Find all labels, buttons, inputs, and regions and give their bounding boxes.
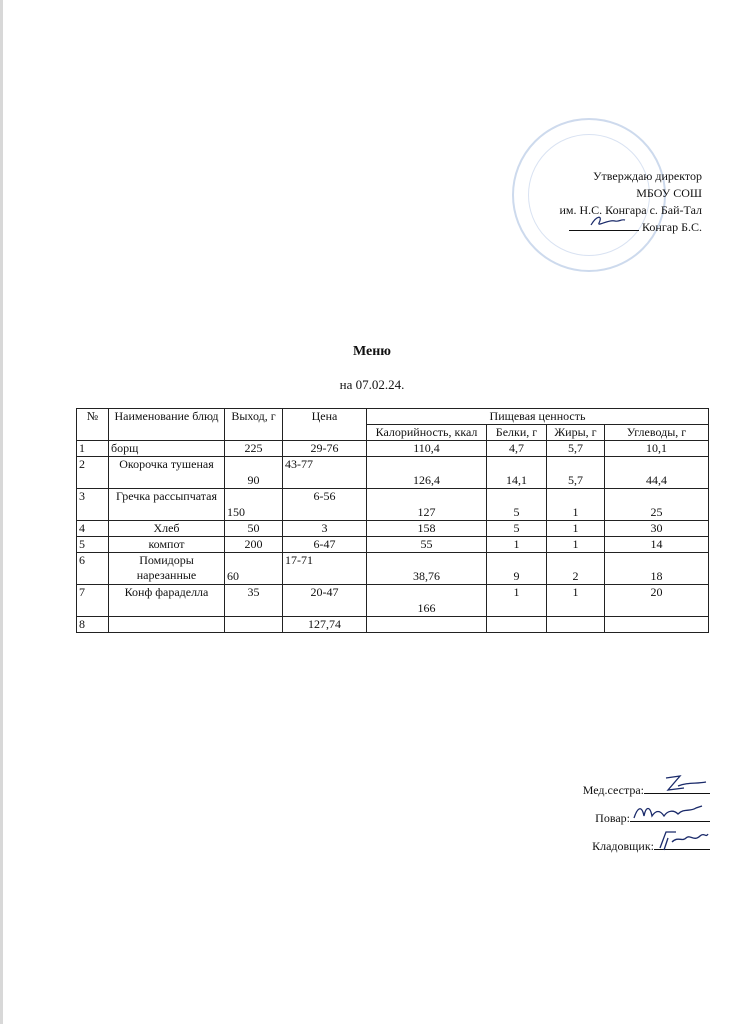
cell-calories: 110,4 [367, 441, 487, 457]
cell-price: 20-47 [283, 585, 367, 617]
cell-num: 1 [77, 441, 109, 457]
cell-protein: 4,7 [487, 441, 547, 457]
cell-name: Помидоры нарезанные [109, 553, 225, 585]
header-protein: Белки, г [487, 425, 547, 441]
approval-line-2: МБОУ СОШ [636, 186, 702, 200]
cell-num: 8 [77, 617, 109, 633]
cell-price: 17-71 [283, 553, 367, 585]
header-name: Наименование блюд [109, 409, 225, 441]
cell-yield: 200 [225, 537, 283, 553]
cell-price: 6-56 [283, 489, 367, 521]
cook-signature [630, 810, 710, 822]
menu-table [76, 408, 709, 633]
table-row [77, 585, 709, 617]
storekeeper-label: Кладовщик: [592, 839, 654, 853]
header-num: № [77, 409, 109, 441]
cell-protein: 14,1 [487, 457, 547, 489]
cell-fat: 5,7 [547, 457, 605, 489]
nurse-signature-line [540, 782, 710, 800]
approval-line-4 [470, 219, 702, 236]
cell-num: 7 [77, 585, 109, 617]
cell-fat: 1 [547, 521, 605, 537]
cell-name: Гречка рассыпчатая [109, 489, 225, 521]
header-price: Цена [283, 409, 367, 441]
cell-name: борщ [109, 441, 225, 457]
cell-price: 6-47 [283, 537, 367, 553]
cook-signature-icon [630, 800, 710, 824]
cell-carbs: 10,1 [605, 441, 709, 457]
cell-protein: 1 [487, 537, 547, 553]
table-row [77, 489, 709, 521]
cell-fat: 5,7 [547, 441, 605, 457]
cell-yield: 50 [225, 521, 283, 537]
cell-yield: 150 [225, 489, 283, 521]
cell-fat: 1 [547, 489, 605, 521]
storekeeper-signature [654, 838, 710, 850]
cell-yield: 225 [225, 441, 283, 457]
approval-line-1: Утверждаю директор [593, 169, 702, 183]
cell-calories [367, 617, 487, 633]
table-row [77, 521, 709, 537]
header-fat: Жиры, г [547, 425, 605, 441]
approval-line-3: им. Н.С. Конгара с. Бай-Тал [559, 203, 702, 217]
cell-num: 3 [77, 489, 109, 521]
cell-calories: 127 [367, 489, 487, 521]
cell-protein [487, 617, 547, 633]
table-row [77, 617, 709, 633]
cell-price: 29-76 [283, 441, 367, 457]
director-signature [569, 219, 639, 231]
menu-date: на 07.02.24. [339, 377, 405, 392]
nurse-label: Мед.сестра: [582, 783, 644, 797]
cell-calories: 158 [367, 521, 487, 537]
cell-price: 43-77 [283, 457, 367, 489]
cell-name: Конф фараделла [109, 585, 225, 617]
cell-name: Окорочка тушеная [109, 457, 225, 489]
cell-calories: 166 [367, 585, 487, 617]
cell-fat [547, 617, 605, 633]
cook-signature-line [540, 810, 710, 828]
page-title: Меню [352, 344, 391, 359]
table-row [77, 441, 709, 457]
cell-calories: 126,4 [367, 457, 487, 489]
header-carbs: Углеводы, г [605, 425, 709, 441]
cell-protein: 5 [487, 521, 547, 537]
table-row [77, 537, 709, 553]
approval-block [470, 168, 702, 236]
cell-name [109, 617, 225, 633]
header-nutrition: Пищевая ценность [367, 409, 709, 425]
cell-price: 3 [283, 521, 367, 537]
header-calories: Калорийность, ккал [367, 425, 487, 441]
cell-calories: 55 [367, 537, 487, 553]
cell-calories: 38,76 [367, 553, 487, 585]
cook-label: Повар: [595, 811, 630, 825]
cell-carbs: 20 [605, 585, 709, 617]
cell-yield: 90 [225, 457, 283, 489]
cell-name: Хлеб [109, 521, 225, 537]
cell-num: 5 [77, 537, 109, 553]
storekeeper-signature-icon [654, 828, 710, 854]
signature-block [540, 782, 710, 866]
director-signature-icon [569, 213, 639, 229]
cell-carbs [605, 617, 709, 633]
nurse-signature [644, 782, 710, 794]
cell-price: 127,74 [283, 617, 367, 633]
cell-protein: 1 [487, 585, 547, 617]
cell-num: 4 [77, 521, 109, 537]
storekeeper-signature-line [540, 838, 710, 856]
scan-edge [0, 0, 3, 1024]
cell-carbs: 30 [605, 521, 709, 537]
cell-yield: 60 [225, 553, 283, 585]
header-yield: Выход, г [225, 409, 283, 441]
cell-carbs: 44,4 [605, 457, 709, 489]
table-row [77, 457, 709, 489]
cell-protein: 5 [487, 489, 547, 521]
cell-num: 2 [77, 457, 109, 489]
cell-yield: 35 [225, 585, 283, 617]
cell-fat: 2 [547, 553, 605, 585]
director-name: Конгар Б.С. [642, 220, 702, 234]
table-row [77, 553, 709, 585]
cell-carbs: 18 [605, 553, 709, 585]
cell-yield [225, 617, 283, 633]
cell-num: 6 [77, 553, 109, 585]
cell-name: компот [109, 537, 225, 553]
header-row-1 [77, 409, 709, 425]
nurse-signature-icon [644, 772, 710, 796]
cell-fat: 1 [547, 585, 605, 617]
cell-carbs: 25 [605, 489, 709, 521]
cell-carbs: 14 [605, 537, 709, 553]
cell-fat: 1 [547, 537, 605, 553]
cell-protein: 9 [487, 553, 547, 585]
